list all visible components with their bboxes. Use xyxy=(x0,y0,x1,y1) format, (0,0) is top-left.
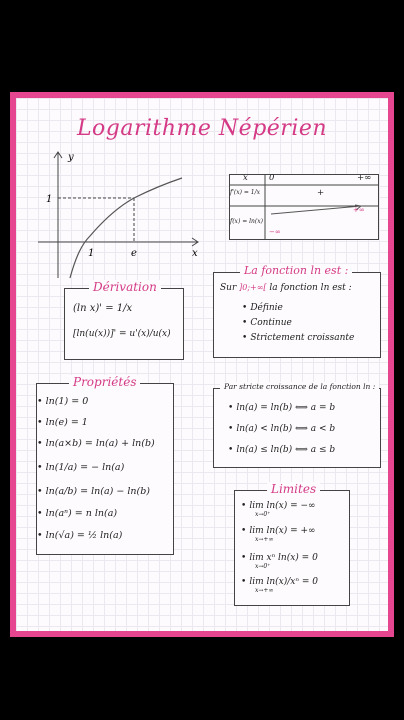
ln-graph xyxy=(30,146,200,286)
derivation-formula-1: (ln x)' = 1/x xyxy=(73,303,133,314)
limite-expr: • lim ln(x) = −∞ xyxy=(241,501,316,511)
tick-x-e: e xyxy=(131,248,137,259)
table-function-label: f(x) = ln(x) xyxy=(230,218,263,225)
axis-y-label: y xyxy=(68,152,74,163)
table-x-end: +∞ xyxy=(357,173,372,183)
limite-expr: • lim xⁿ ln(x) = 0 xyxy=(241,553,318,563)
fonction-item-croissante: • Strictement croissante xyxy=(242,333,354,343)
derivation-box xyxy=(64,280,184,360)
limite-expr: • lim ln(x) = +∞ xyxy=(241,526,316,536)
table-function-start: −∞ xyxy=(269,228,281,236)
fonction-intro-suffix: la fonction ln est : xyxy=(269,283,352,293)
fonction-item-continue: • Continue xyxy=(242,318,292,328)
propriete-item: • ln(a×b) = ln(a) + ln(b) xyxy=(37,438,155,449)
limite-item xyxy=(241,577,318,594)
fonction-title: La fonction ln est : xyxy=(240,264,352,277)
limite-item xyxy=(241,526,316,543)
grid-paper xyxy=(16,98,388,631)
propriete-item: • ln(√a) = ½ ln(a) xyxy=(37,530,122,541)
propriete-item: • ln(aⁿ) = n ln(a) xyxy=(37,508,117,519)
propriete-item: • ln(a/b) = ln(a) − ln(b) xyxy=(37,486,150,497)
tick-x-1: 1 xyxy=(88,248,95,259)
limite-item xyxy=(241,553,318,570)
limite-sub: x→+∞ xyxy=(255,536,274,543)
propriete-item: • ln(1) = 0 xyxy=(37,396,88,407)
page-title: Logarithme Népérien xyxy=(76,116,328,141)
axis-x-label: x xyxy=(192,248,198,259)
limites-box xyxy=(234,482,350,606)
proprietes-title: Propriétés xyxy=(69,375,140,389)
proprietes-box xyxy=(36,375,174,555)
tick-y-1: 1 xyxy=(46,194,53,205)
croissance-item: • ln(a) = ln(b) ⟺ a = b xyxy=(228,403,335,413)
table-x-label: x xyxy=(243,173,248,183)
croissance-box xyxy=(213,382,381,468)
table-x-start: 0 xyxy=(269,173,275,183)
variation-table xyxy=(229,174,379,240)
derivation-title: Dérivation xyxy=(89,280,161,294)
sheet-frame xyxy=(10,92,394,637)
limite-sub: x→0⁺ xyxy=(255,511,271,518)
croissance-item: • ln(a) < ln(b) ⟺ a < b xyxy=(228,424,335,434)
limites-title: Limites xyxy=(267,482,320,496)
table-derivative-label: f'(x) = 1/x xyxy=(230,189,260,196)
limite-sub: x→0⁺ xyxy=(255,563,271,570)
croissance-title: Par stricte croissance de la fonction ln : xyxy=(220,382,379,391)
croissance-item: • ln(a) ≤ ln(b) ⟺ a ≤ b xyxy=(228,445,335,455)
fonction-interval: ]0;+∞[ xyxy=(239,283,267,292)
fonction-intro-prefix: Sur xyxy=(220,283,237,293)
fonction-item-definie: • Définie xyxy=(242,303,283,313)
fonction-intro xyxy=(220,283,352,293)
propriete-item: • ln(1/a) = − ln(a) xyxy=(37,462,124,473)
limite-expr: • lim ln(x)/xⁿ = 0 xyxy=(241,577,318,587)
derivation-formula-2: [ln(u(x))]' = u'(x)/u(x) xyxy=(73,329,171,339)
limite-sub: x→+∞ xyxy=(255,587,274,594)
ln-curve xyxy=(70,178,182,278)
table-derivative-sign: + xyxy=(317,188,325,198)
table-function-end: +∞ xyxy=(353,206,365,214)
limite-item xyxy=(241,501,316,518)
fonction-box xyxy=(213,264,381,358)
propriete-item: • ln(e) = 1 xyxy=(37,417,88,428)
